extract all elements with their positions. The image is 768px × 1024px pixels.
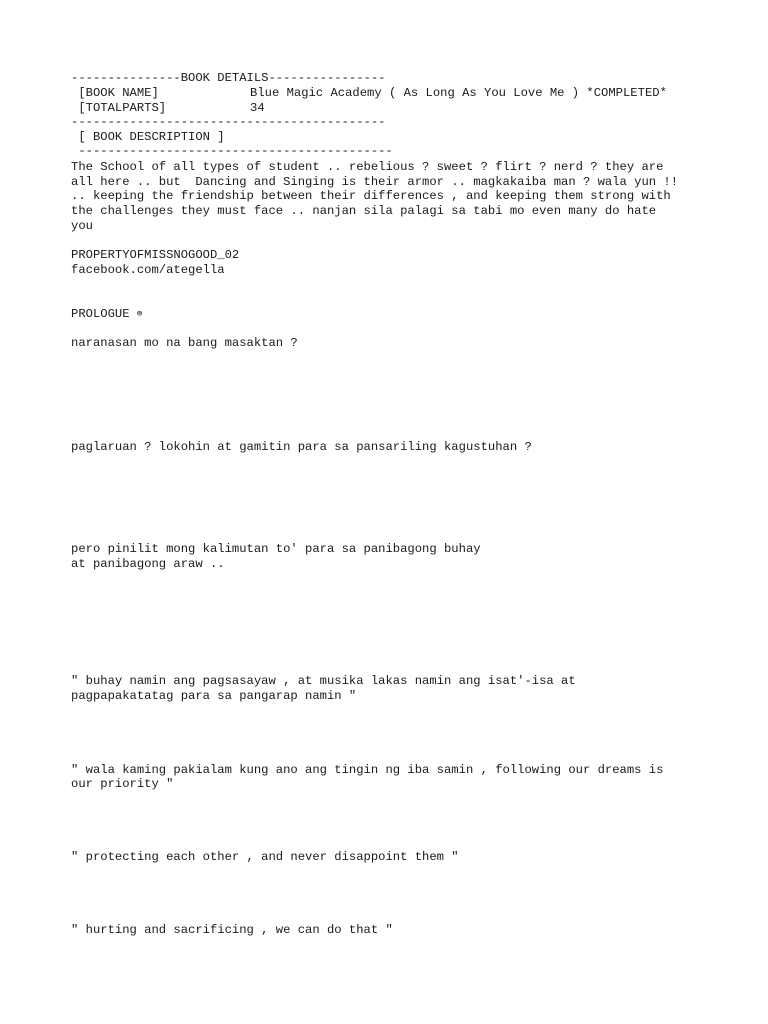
prologue-line: paglaruan ? lokohin at gamitin para sa pansariling kagustuhan ? <box>71 440 532 454</box>
prologue-line: pagpapakatatag para sa pangarap namin " <box>71 689 357 703</box>
prologue-line: naranasan mo na bang masaktan ? <box>71 336 298 350</box>
prologue-line: " hurting and sacrificing , we can do that " <box>71 923 393 937</box>
facebook-credit: facebook.com/ategella <box>71 263 225 277</box>
totalparts-value: 34 <box>250 101 265 115</box>
book-name-value: Blue Magic Academy ( As Long As You Love Me ) *COMPLETED* <box>250 86 667 100</box>
property-credit: PROPERTYOFMISSNOGOOD_02 <box>71 248 240 262</box>
description-line: you <box>71 219 93 233</box>
description-line: the challenges they must face .. nanjan sila palagi sa tabi mo even many do hate <box>71 204 657 218</box>
book-name-label: [BOOK NAME] <box>71 86 159 100</box>
description-line: .. keeping the friendship between their differences , and keeping them strong with <box>71 189 671 203</box>
prologue-line: our priority " <box>71 777 174 791</box>
prologue-line: at panibagong araw .. <box>71 557 225 571</box>
prologue-line: " buhay namin ang pagsasayaw , at musika lakas namin ang isat'-isa at <box>71 674 576 688</box>
prologue-line: pero pinilit mong kalimutan to' para sa panibagong buhay <box>71 542 481 556</box>
prologue-line: " wala kaming pakialam kung ano ang tingin ng iba samin , following our dreams is <box>71 763 664 777</box>
divider-rule: ------------------------------------------- <box>71 144 393 158</box>
circle-bullet-icon: ⊜ <box>136 309 143 319</box>
description-heading: [ BOOK DESCRIPTION ] <box>71 130 225 144</box>
prologue-heading <box>71 307 142 322</box>
totalparts-label: [TOTALPARTS] <box>71 101 167 115</box>
prologue-line: " protecting each other , and never disappoint them " <box>71 850 459 864</box>
divider-rule: ------------------------------------------- <box>71 115 386 129</box>
description-line: all here .. but Dancing and Singing is their armor .. magkakaiba man ? wala yun !! <box>71 175 679 189</box>
prologue-title: PROLOGUE <box>71 307 130 321</box>
book-details-rule: ---------------BOOK DETAILS---------------- <box>71 71 386 85</box>
description-line: The School of all types of student .. rebelious ? sweet ? flirt ? nerd ? they are <box>71 160 664 174</box>
